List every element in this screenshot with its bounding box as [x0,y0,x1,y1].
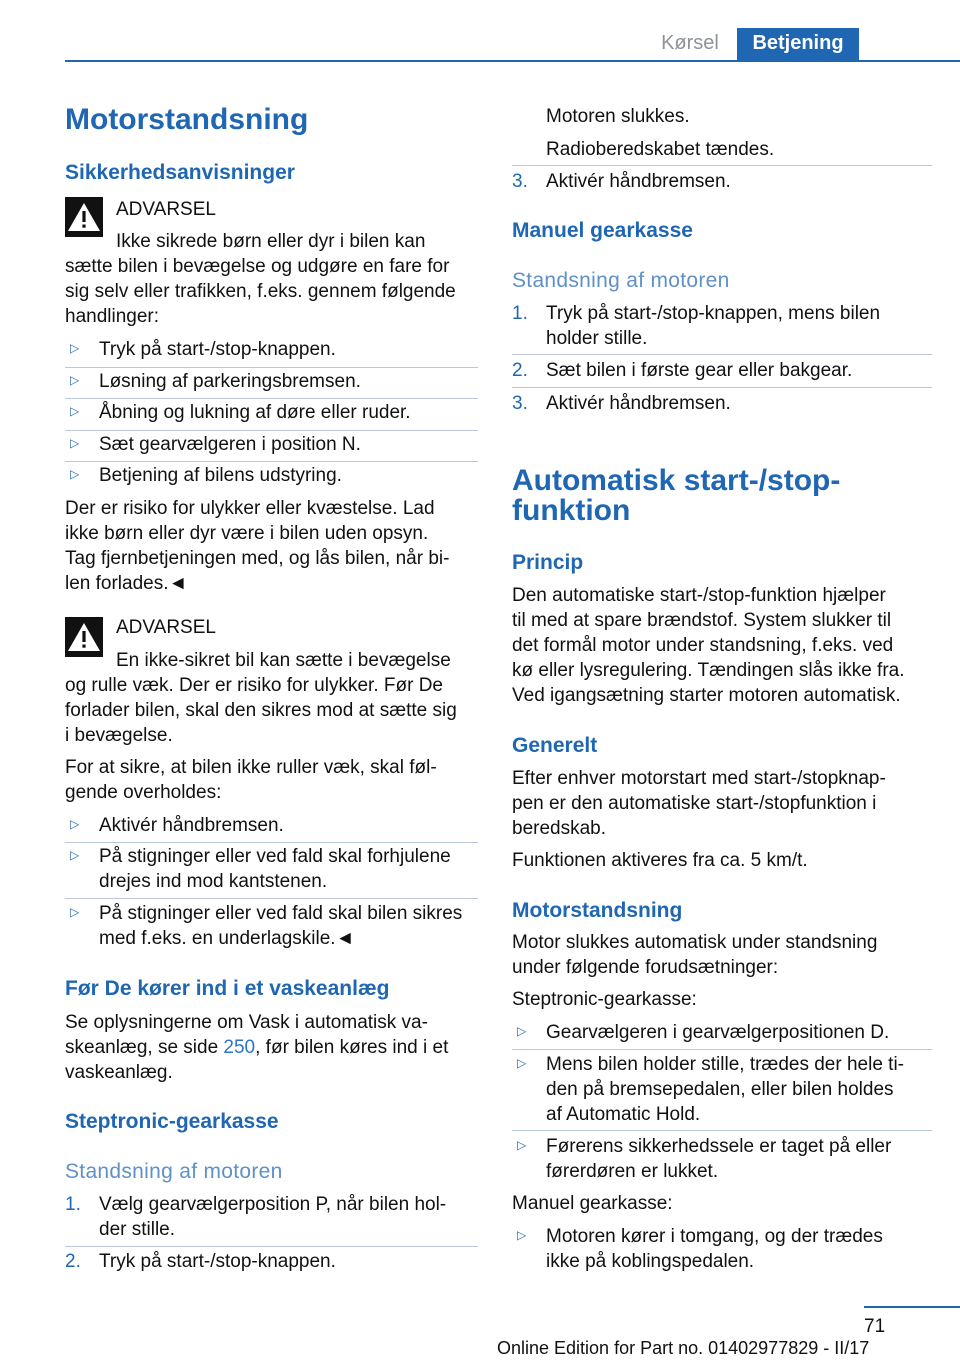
generelt-line: beredskab. [512,818,607,839]
generelt-line: Efter enhver motorstart med start-/stopknap- [512,768,886,789]
princip-line: til med at spare brændstof. System slukker til [512,610,892,631]
generelt-heading: Generelt [512,734,598,757]
warning-2-line: En ikke-sikret bil kan sætte i bevægelse [116,650,451,671]
section-title: Automatisk start-/stop- [512,464,841,497]
triangle-bullet-icon: ▷ [517,1138,527,1152]
warning-1-after: ikke børn eller dyr være i bilen uden opsyn. [65,523,429,544]
list-item: ▷ På stigninger eller ved fald skal forhjulene drejes ind mod kantstenen. [70,846,451,892]
list-divider [512,165,932,166]
triangle-bullet-icon: ▷ [70,373,80,387]
header-rule [65,60,960,62]
manual-label: Manuel gearkasse: [512,1193,673,1214]
triangle-bullet-icon: ▷ [517,1056,527,1070]
warning-2-title: ADVARSEL [116,617,216,638]
stop-engine-heading: Standsning af motoren [512,269,730,292]
warning-2-line: og rulle væk. Der er risiko for ulykker. Før De [65,675,443,696]
list-item: ▷ Løsning af parkeringsbremsen. [70,371,361,392]
warning-1-after: Der er risiko for ulykker eller kvæstelse. Lad [65,498,435,519]
triangle-bullet-icon: ▷ [517,1024,527,1038]
list-item: ▷ På stigninger eller ved fald skal bilen sikres med f.eks. en underlagskile.◄ [70,903,463,949]
stop-engine-heading: Standsning af motoren [65,1160,283,1183]
warning-2-para: gende overholdes: [65,782,222,803]
warning-1-line: handlinger: [65,306,160,327]
triangle-bullet-icon: ▷ [70,341,80,355]
motor-line: Motor slukkes automatisk under standsning [512,932,878,953]
list-item: ▷ Åbning og lukning af døre eller ruder. [70,402,411,423]
warning-1-line: sætte bilen i bevægelse og udgøre en fare for [65,256,450,277]
step-number: 1. [65,1194,81,1215]
steptronic-heading: Steptronic-gearkasse [65,1110,279,1133]
page-number: 71 [864,1316,886,1337]
triangle-bullet-icon: ▷ [517,1228,527,1242]
triangle-bullet-icon: ▷ [70,905,80,919]
list-divider [65,898,478,899]
section-title: funktion [512,494,631,527]
warning-1-after: len forlades.◄ [65,573,188,594]
princip-line: Ved igangsætning starter motoren automatisk. [512,685,901,706]
princip-line: Den automatiske start-/stop-funktion hjælper [512,585,886,606]
warning-1-title: ADVARSEL [116,199,216,220]
generelt-line: pen er den automatiske start-/stopfunktion i [512,793,877,814]
list-item: ▷ Motoren kører i tomgang, og der trædes ikke på koblingspedalen. [517,1226,883,1272]
list-item: 1. Vælg gearvælgerposition P, når bilen hol- der stille. [65,1194,447,1240]
list-divider [512,1049,932,1050]
generelt-line: Funktionen aktiveres fra ca. 5 km/t. [512,850,808,871]
list-item: 2. Tryk på start-/stop-knappen. [65,1251,336,1272]
warning-icon [65,617,103,657]
list-divider [65,842,478,843]
wash-line: Se oplysningerne om Vask i automatisk va- [65,1012,428,1033]
steptronic-label: Steptronic-gearkasse: [512,989,697,1010]
wash-line-with-link: skeanlæg, se side 250, før bilen køres ind i et [65,1037,449,1058]
edition-note: Online Edition for Part no. 01402977829 - II/17 [497,1338,870,1358]
list-divider [65,367,478,368]
header-tab-betjening[interactable]: Betjening [737,28,859,62]
warning-1-line: sig selv eller trafikken, f.eks. gennem følgende [65,281,456,302]
list-divider [65,430,478,431]
list-divider [512,387,932,388]
list-divider [512,1130,932,1131]
list-item: ▷ Aktivér håndbremsen. [70,815,284,836]
triangle-bullet-icon: ▷ [70,848,80,862]
list-item: ▷ Tryk på start-/stop-knappen. [70,339,336,360]
list-item: ▷ Førerens sikkerhedssele er taget på eller førerdøren er lukket. [517,1136,892,1182]
list-divider [512,354,932,355]
triangle-bullet-icon: ▷ [70,404,80,418]
wash-heading: Før De kører ind i et vaskeanlæg [65,977,390,1000]
list-divider [65,398,478,399]
warning-2-line: i bevægelse. [65,725,173,746]
warning-1-line: Ikke sikrede børn eller dyr i bilen kan [116,231,426,252]
list-item: 2. Sæt bilen i første gear eller bakgear. [512,360,853,381]
warning-2-line: forlader bilen, skal den sikres mod at sætte sig [65,700,457,721]
footer-rule [864,1306,960,1308]
step-number: 1. [512,303,528,324]
list-item: ▷ Betjening af bilens udstyring. [70,465,342,486]
list-divider [65,461,478,462]
wash-line: vaskeanlæg. [65,1062,173,1083]
manual-gearbox-heading: Manuel gearkasse [512,219,693,242]
warning-icon [65,197,103,237]
list-divider [65,1246,478,1247]
warning-2-para: For at sikre, at bilen ikke ruller væk, skal føl- [65,757,437,778]
triangle-bullet-icon: ▷ [70,817,80,831]
page-reference-link[interactable]: 250 [223,1037,256,1058]
warning-1-after: Tag fjernbetjeningen med, og lås bilen, når bi- [65,548,450,569]
list-item: 1. Tryk på start-/stop-knappen, mens bilen holder stille. [512,303,881,349]
triangle-bullet-icon: ▷ [70,436,80,450]
step-number: 3. [512,393,528,414]
princip-heading: Princip [512,551,584,574]
motor-stop-heading: Motorstandsning [512,899,683,922]
header-tab-korsel[interactable]: Kørsel [661,32,719,54]
continued-line: Radioberedskabet tændes. [546,139,775,160]
princip-line: kø eller lysregulering. Tændingen slås ikke fra. [512,660,905,681]
list-item: 3. Aktivér håndbremsen. [512,393,731,414]
list-item: 3. Aktivér håndbremsen. [512,171,731,192]
continued-line: Motoren slukkes. [546,106,690,127]
safety-heading: Sikkerhedsanvisninger [65,161,295,184]
list-item: ▷ Sæt gearvælgeren i position N. [70,434,361,455]
list-item: ▷ Gearvælgeren i gearvælgerpositionen D. [517,1022,890,1043]
motor-line: under følgende forudsætninger: [512,957,779,978]
princip-line: det formål motor under standsning, f.eks. ved [512,635,894,656]
step-number: 2. [65,1251,81,1272]
triangle-bullet-icon: ▷ [70,467,80,481]
page-title: Motorstandsning [65,103,309,136]
step-number: 3. [512,171,528,192]
list-item: ▷ Mens bilen holder stille, trædes der hele ti- den på bremsepedalen, eller bilen holdes af Automatic Hold. [517,1054,905,1125]
step-number: 2. [512,360,528,381]
